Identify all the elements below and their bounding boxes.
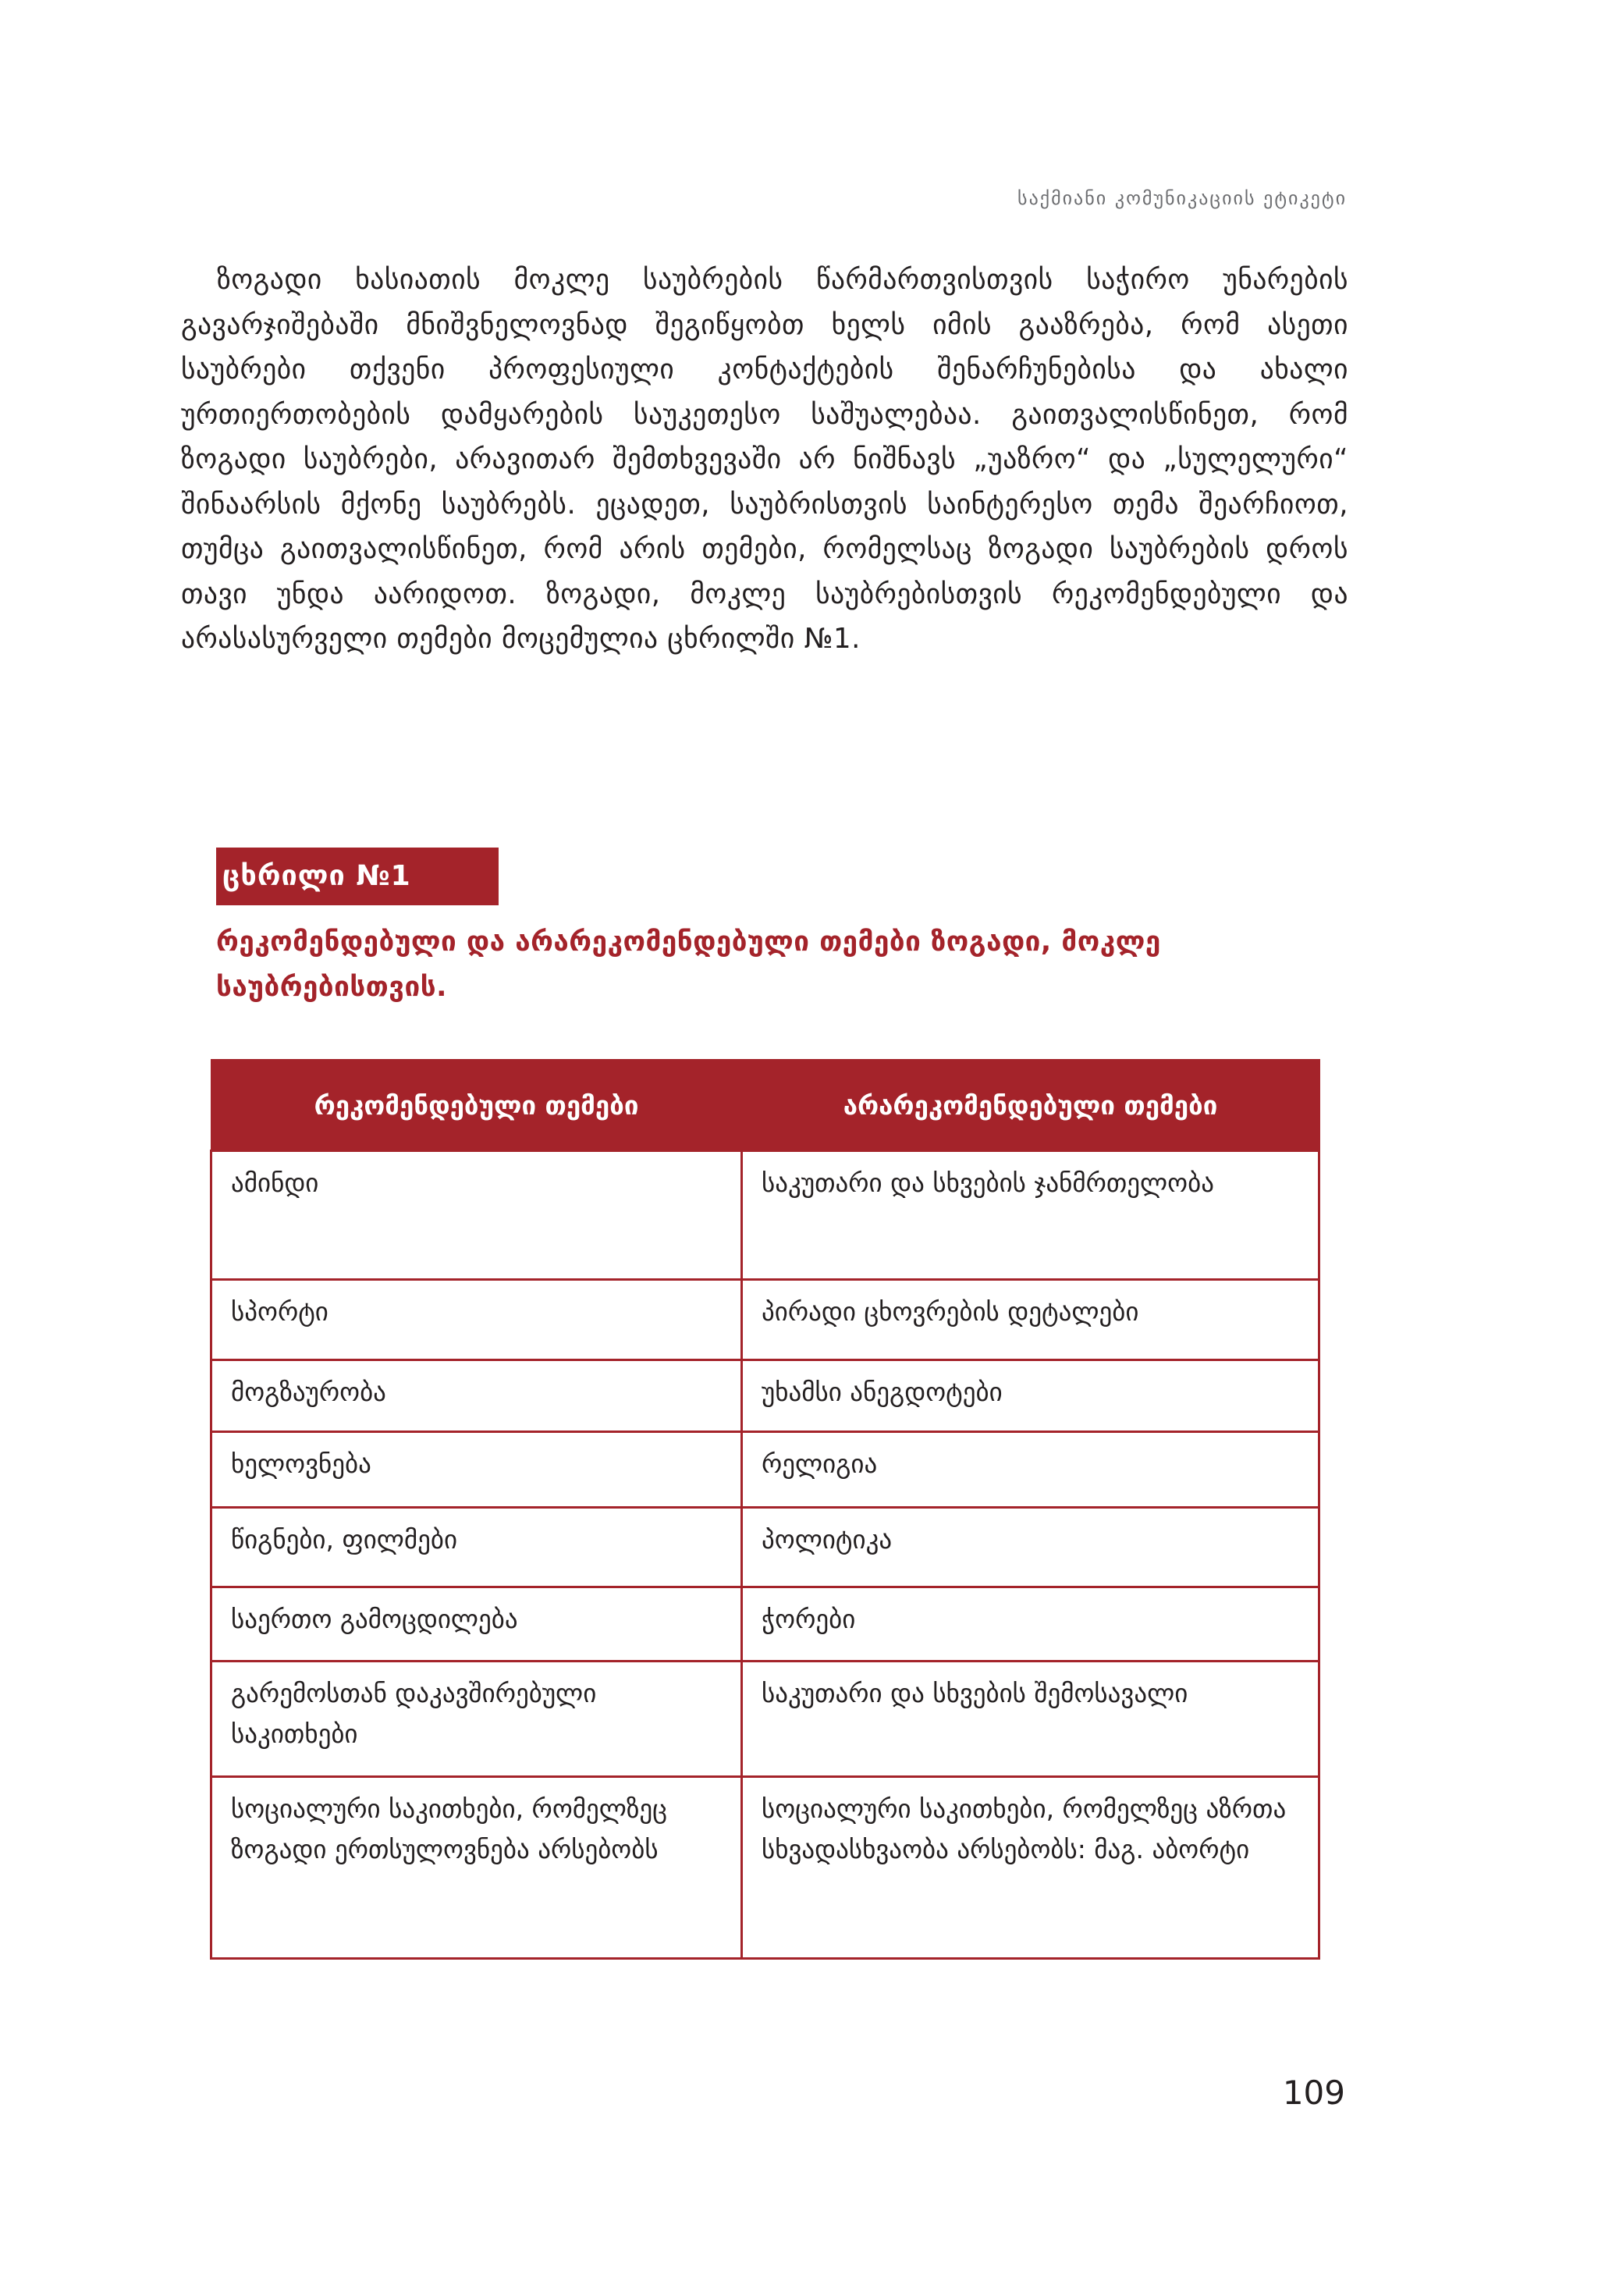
table-row: [211, 1151, 1319, 1280]
table-cell-not-recommended: ჭორები: [742, 1587, 1319, 1662]
table-cell-recommended: გარემოსთან დაკავშირებული საკითხები: [211, 1662, 742, 1777]
table-cell-recommended: ხელოვნება: [211, 1432, 742, 1508]
table-cell-recommended: მოგზაურობა: [211, 1360, 742, 1432]
table-cell-not-recommended: საკუთარი და სხვების შემოსავალი: [742, 1662, 1319, 1777]
table-label: ცხრილი №1: [216, 848, 499, 905]
page-number: 109: [1282, 2074, 1345, 2112]
body-paragraph: ზოგადი ხასიათის მოკლე საუბრების წარმართვისთვის საჭირო უნარების გავარჯიშებაში მნიშვნელოვნად შეგიწყობთ ხელს იმის გააზრება, რომ ასეთი საუბრები თქვენი პროფესიული კონტაქტების შენარჩუნებისა და ახალი ურთიერთობების დამყარების საუკეთესო საშუალებაა. გაითვალისწინეთ, რომ ზოგადი საუბრები, არავითარ შემთხვევაში არ ნიშნავს „უაზრო“ და „სულელური“ შინაარსის მქონე საუბრებს. ეცადეთ, საუბრისთვის საინტერესო თემა შეარჩიოთ, თუმცა გაითვალისწინეთ, რომ არის თემები, რომელსაც ზოგადი საუბრების დროს თავი უნდა აარიდოთ. ზოგადი, მოკლე საუბრებისთვის რეკომენდებული და არასასურველი თემები მოცემულია ცხრილში №1.: [181, 264, 1348, 655]
table-cell-not-recommended: უხამსი ანეგდოტები: [742, 1360, 1319, 1432]
table-row: [211, 1587, 1319, 1662]
table-row: [211, 1360, 1319, 1432]
table-row: [211, 1662, 1319, 1777]
table-cell-recommended: სპორტი: [211, 1280, 742, 1360]
table-cell-not-recommended: სოციალური საკითხები, რომელზეც აზრთა სხვადასხვაობა არსებობს: მაგ. აბორტი: [742, 1777, 1319, 1959]
header-not-recommended: არარეკომენდებული თემები: [742, 1060, 1319, 1151]
table-row: [211, 1777, 1319, 1959]
table-row: [211, 1280, 1319, 1360]
table-header-row: [211, 1060, 1319, 1151]
table-row: [211, 1508, 1319, 1587]
table-cell-recommended: საერთო გამოცდილება: [211, 1587, 742, 1662]
table-row: [211, 1432, 1319, 1508]
running-header: საქმიანი კომუნიკაციის ეტიკეტი: [1017, 187, 1347, 209]
table-cell-not-recommended: საკუთარი და სხვების ჯანმრთელობა: [742, 1151, 1319, 1280]
table-cell-not-recommended: პოლიტიკა: [742, 1508, 1319, 1587]
topics-table: [210, 1059, 1320, 1960]
table-cell-recommended: წიგნები, ფილმები: [211, 1508, 742, 1587]
table-caption: რეკომენდებული და არარეკომენდებული თემები ზოგადი, მოკლე საუბრებისთვის.: [216, 926, 1161, 1003]
table-cell-recommended: სოციალური საკითხები, რომელზეც ზოგადი ერთსულოვნება არსებობს: [211, 1777, 742, 1959]
table-cell-not-recommended: რელიგია: [742, 1432, 1319, 1508]
table-cell-not-recommended: პირადი ცხოვრების დეტალები: [742, 1280, 1319, 1360]
table-cell-recommended: ამინდი: [211, 1151, 742, 1280]
header-recommended: რეკომენდებული თემები: [211, 1060, 742, 1151]
